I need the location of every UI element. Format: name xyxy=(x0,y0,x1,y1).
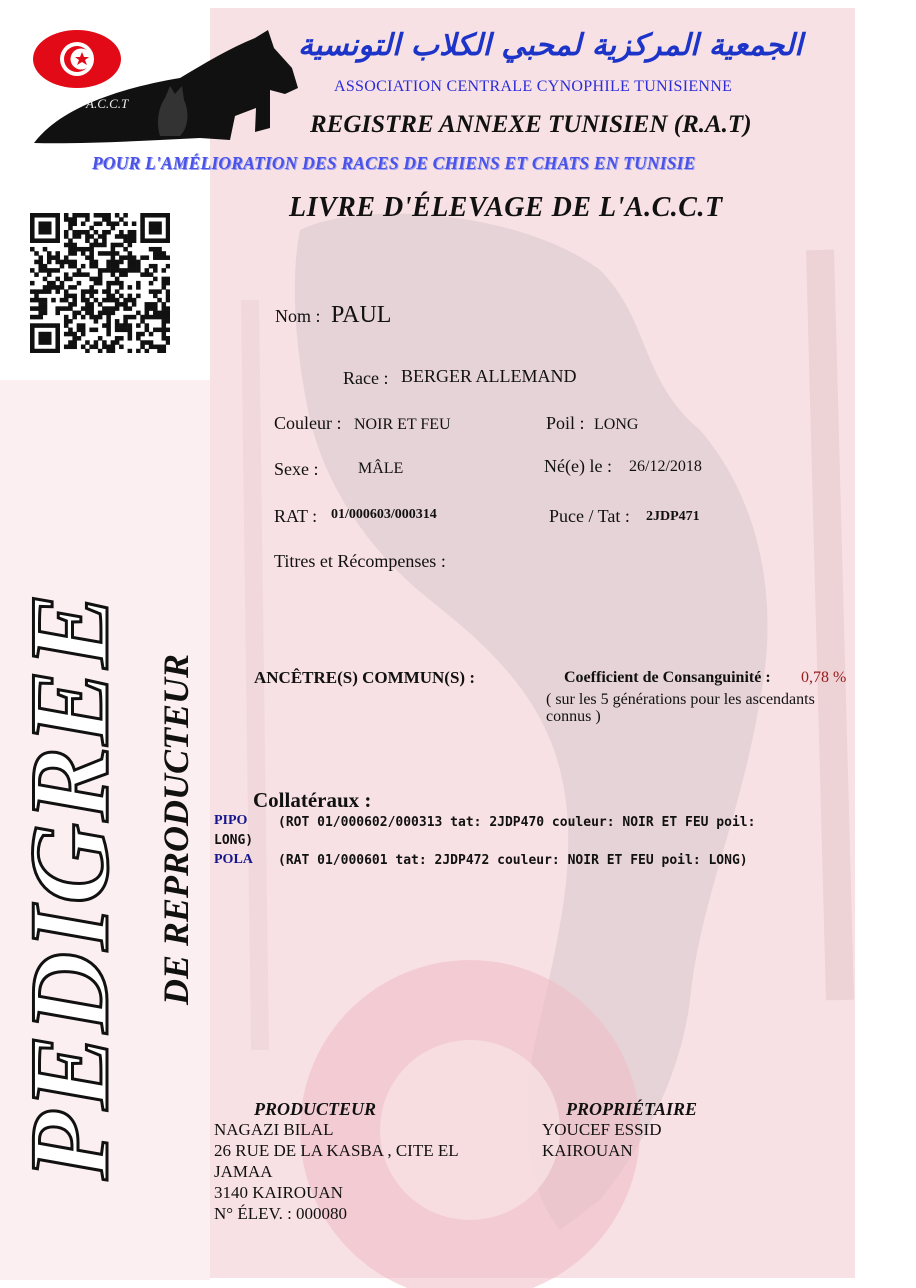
producer-label: PRODUCTEUR xyxy=(254,1099,377,1119)
collaterals-label: Collatéraux : xyxy=(253,788,372,812)
rat-label: RAT : xyxy=(274,506,318,526)
sex-label: Sexe : xyxy=(274,459,319,479)
dog-coat: LONG xyxy=(594,416,639,433)
birth-label: Né(e) le : xyxy=(544,456,612,476)
tagline: POUR L'AMÉLIORATION DES RACES DE CHIENS ET CHATS EN TUNISIE xyxy=(92,153,696,173)
producer-line: N° ÉLEV. : 000080 xyxy=(214,1204,348,1223)
dog-chip-number: 2JDP471 xyxy=(646,509,700,524)
collateral-details: (ROT 01/000602/000313 tat: 2JDP470 couleur: NOIR ET FEU poil: xyxy=(278,815,756,830)
logo-text: A.C.C.T xyxy=(86,96,129,111)
association-name: ASSOCIATION CENTRALE CYNOPHILE TUNISIENNE xyxy=(334,78,733,95)
producer-line: 3140 KAIROUAN xyxy=(214,1183,343,1202)
dog-color: NOIR ET FEU xyxy=(354,416,451,433)
dog-cat-silhouette-icon xyxy=(30,28,305,148)
dog-rat-number: 01/000603/000314 xyxy=(331,507,437,522)
chip-label: Puce / Tat : xyxy=(549,506,630,526)
producer-line: 26 RUE DE LA KASBA , CITE EL xyxy=(214,1141,459,1160)
coefficient-value: 0,78 % xyxy=(801,669,847,686)
producer-info xyxy=(214,1119,514,1224)
pedigree-vertical-title: PEDIGREE xyxy=(8,591,132,1180)
dog-birth-date: 26/12/2018 xyxy=(629,458,702,475)
producer-line: NAGAZI BILAL xyxy=(214,1120,334,1139)
coefficient-note-line2: connus ) xyxy=(546,708,601,725)
owner-line: KAIROUAN xyxy=(542,1141,633,1160)
arabic-title: الجمعية المركزية لمحبي الكلاب التونسية xyxy=(298,28,803,63)
owner-info xyxy=(542,1119,662,1161)
coefficient-note-line1: ( sur les 5 générations pour les ascendants xyxy=(546,691,815,708)
dog-sex: MÂLE xyxy=(358,460,404,477)
collateral-name: PIPO xyxy=(214,813,248,828)
common-ancestors-label: ANCÊTRE(S) COMMUN(S) : xyxy=(254,668,475,687)
registry-title: REGISTRE ANNEXE TUNISIEN (R.A.T) xyxy=(310,111,752,138)
dog-name: PAUL xyxy=(331,302,392,328)
collateral-details-continued: LONG) xyxy=(214,833,254,848)
owner-label: PROPRIÉTAIRE xyxy=(566,1099,698,1119)
titles-label: Titres et Récompenses : xyxy=(274,551,446,571)
breed-label: Race : xyxy=(343,368,389,388)
owner-line: YOUCEF ESSID xyxy=(542,1120,662,1139)
reproducer-vertical-subtitle: DE REPRODUCTEUR xyxy=(156,653,196,1005)
collateral-details: (RAT 01/000601 tat: 2JDP472 couleur: NOIR ET FEU poil: LONG) xyxy=(278,853,748,868)
collateral-name: POLA xyxy=(214,852,253,867)
coefficient-label: Coefficient de Consanguinité : xyxy=(564,669,771,686)
name-label: Nom : xyxy=(275,306,321,326)
qr-code-icon xyxy=(30,213,170,353)
producer-line: JAMAA xyxy=(214,1162,273,1181)
document-title: LIVRE D'ÉLEVAGE DE L'A.C.C.T xyxy=(289,192,723,223)
coat-label: Poil : xyxy=(546,413,585,433)
dog-breed: BERGER ALLEMAND xyxy=(401,366,577,386)
color-label: Couleur : xyxy=(274,413,342,433)
